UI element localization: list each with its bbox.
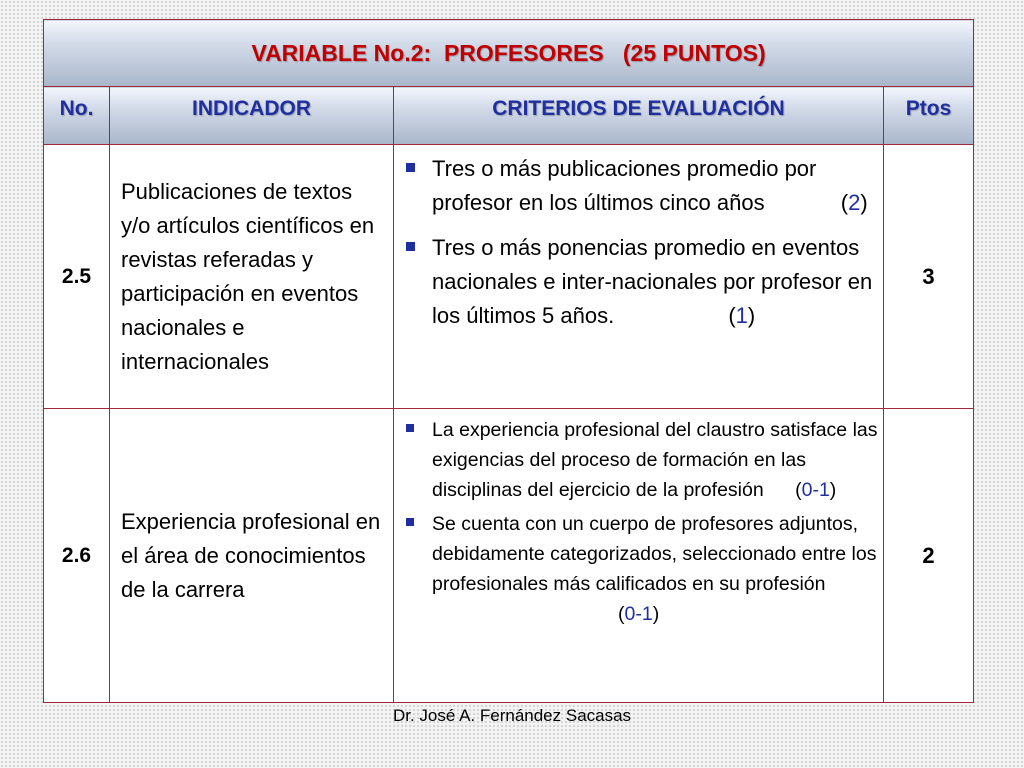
square-bullet-icon	[406, 242, 415, 251]
criterion-item: Tres o más publicaciones promedio por profesor en los últimos cinco años (2)	[394, 152, 883, 220]
indicator-text: Publicaciones de textos y/o artículos científicos en revistas referadas y participación en eventos nacionales e internacionales	[110, 145, 394, 409]
row-number: 2.6	[44, 409, 110, 703]
points-value: 2	[884, 409, 974, 703]
table-row	[44, 145, 974, 409]
row-number: 2.5	[44, 145, 110, 409]
points-value: 3	[884, 145, 974, 409]
criterion-score: 0-1	[624, 603, 653, 626]
table-row	[44, 409, 974, 703]
square-bullet-icon	[406, 424, 414, 432]
criterion-text: Tres o más publicaciones promedio por profesor en los últimos cinco años	[432, 156, 817, 216]
square-bullet-icon	[406, 163, 415, 172]
criterion-score: 2	[848, 190, 861, 216]
footer-author: Dr. José A. Fernández Sacasas	[392, 706, 632, 725]
header-points: Ptos	[884, 87, 974, 145]
evaluation-table	[43, 19, 974, 703]
criterion-text: Se cuenta con un cuerpo de profesores adjuntos, debidamente categorizados, seleccionado entre los profesionales más calificados en su profesión	[432, 513, 877, 596]
title-row	[44, 20, 974, 87]
header-indicator: INDICADOR	[110, 87, 394, 145]
criterion-text: La experiencia profesional del claustro satisface las exigencias del proceso de formación en las disciplinas del ejercicio de la profesión	[432, 419, 878, 502]
criteria-cell	[394, 145, 884, 409]
indicator-text: Experiencia profesional en el área de conocimientos de la carrera	[110, 409, 394, 703]
criterion-score: 1	[735, 303, 748, 329]
criterion-item: La experiencia profesional del claustro satisface las exigencias del proceso de formación en las disciplinas del ejercicio de la profesión (0-1)	[394, 415, 883, 505]
square-bullet-icon	[406, 518, 414, 526]
criterion-score: 0-1	[801, 479, 830, 502]
criterion-text: Tres o más ponencias promedio en eventos nacionales e inter-nacionales por profesor en los últimos 5 años.	[432, 235, 873, 329]
criteria-cell	[394, 409, 884, 703]
table-title: VARIABLE No.2: PROFESORES (25 PUNTOS)	[44, 20, 974, 87]
criterion-item: Tres o más ponencias promedio en eventos nacionales e inter-nacionales por profesor en los últimos 5 años. (1)	[394, 231, 883, 333]
criteria-list	[394, 152, 883, 333]
header-row	[44, 87, 974, 145]
header-no: No.	[44, 87, 110, 145]
criteria-list	[394, 415, 883, 629]
header-criteria: CRITERIOS DE EVALUACIÓN	[394, 87, 884, 145]
criterion-item: Se cuenta con un cuerpo de profesores adjuntos, debidamente categorizados, seleccionado entre los profesionales más calificados en su profesión (0-1)	[394, 509, 883, 629]
